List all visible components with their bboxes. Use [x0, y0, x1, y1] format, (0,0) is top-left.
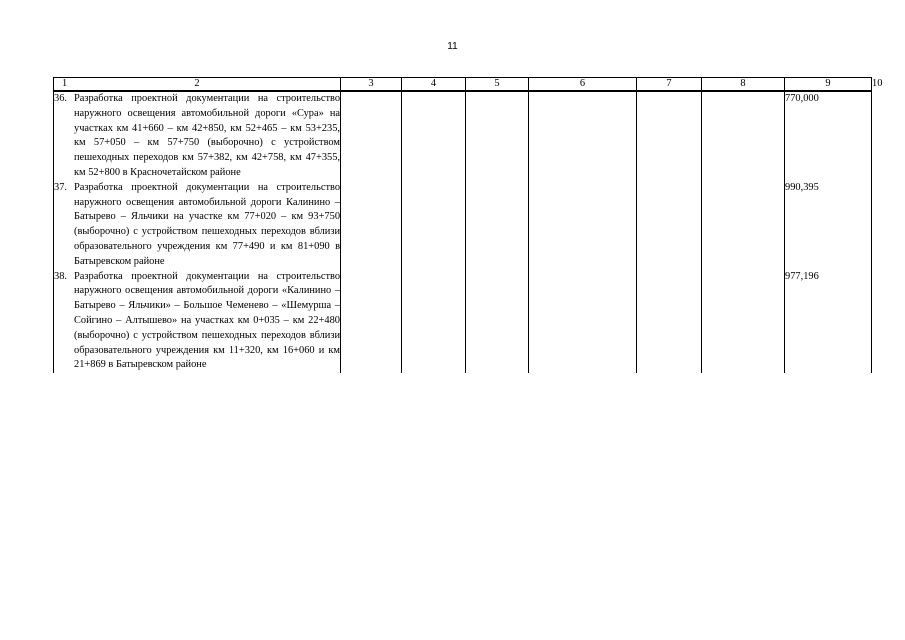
column-header-8: 8 — [702, 78, 785, 92]
row-description-cell — [54, 91, 341, 181]
row-description-cell — [54, 181, 341, 270]
column-header-3: 3 — [341, 78, 402, 92]
cell-col6 — [529, 270, 637, 374]
budget-table — [53, 77, 883, 373]
table-row — [54, 181, 872, 270]
row-description: Разработка проектной документации на строительство наружного освещения автомобильной дороги Калинино – Батырево – Яльчики на участке км 77+020 – км 93+750 (выборочно) с устройством пешеходных переходов вблизи образовательного учреждения км 77+490 и км 81+090 в Батыревском районе — [74, 181, 341, 267]
column-header-5: 5 — [466, 78, 529, 92]
cell-col5 — [466, 181, 529, 270]
cell-col5 — [466, 91, 529, 181]
cell-col9-value: 990,395 — [785, 181, 872, 270]
cell-col9-value: 977,196 — [785, 270, 872, 374]
column-header-1-2 — [54, 78, 341, 92]
page-number: 11 — [447, 41, 458, 52]
cell-col6 — [529, 181, 637, 270]
table-row — [54, 270, 872, 374]
row-number: 36. — [54, 93, 67, 104]
cell-col9-value: 770,000 — [785, 91, 872, 181]
column-header-7: 7 — [637, 78, 702, 92]
column-header-1: 1 — [62, 78, 68, 89]
cell-col3 — [341, 270, 402, 374]
row-description: Разработка проектной документации на строительство наружного освещения автомобильной дороги «Сура» на участках км 41+660 – км 42+850, км 52+465 – км 53+235, км 57+050 – км 57+750 (выборочно) с устройством пешеходных переходов км 57+382, км 42+758, км 47+355, км 52+800 в Красночетайском районе — [74, 93, 341, 178]
header-row: 1 2 3 4 5 6 7 8 9 10 — [54, 78, 872, 92]
cell-col7 — [637, 270, 702, 374]
row-description-cell — [54, 270, 341, 374]
cell-col4 — [402, 91, 466, 181]
cell-col6 — [529, 91, 637, 181]
cell-col8 — [702, 91, 785, 181]
row-number: 38. — [54, 270, 67, 282]
cell-col7 — [637, 181, 702, 270]
row-number: 37. — [54, 181, 67, 193]
cell-col7 — [637, 91, 702, 181]
cell-col8 — [702, 181, 785, 270]
table-row — [54, 91, 872, 181]
row-description: Разработка проектной документации на строительство наружного освещения автомобильной дороги «Калинино – Батырево – Яльчики» – Большое Чеменево – «Шемурша – Сойгино – Алтышево» на участках км 0+035 – км 22+480 (выборочно) с устройством пешеходных переходов вблизи образовательного учреждения км 11+320, км 16+060 и км 21+869 в Батыревском районе — [74, 270, 341, 371]
cell-col5 — [466, 270, 529, 374]
cell-col8 — [702, 270, 785, 374]
cell-col4 — [402, 270, 466, 374]
column-header-9: 9 — [785, 78, 872, 92]
column-header-6: 6 — [529, 78, 637, 92]
cell-col3 — [341, 91, 402, 181]
column-header-2: 2 — [194, 78, 200, 89]
cell-col4 — [402, 181, 466, 270]
column-header-4: 4 — [402, 78, 466, 92]
cell-col3 — [341, 181, 402, 270]
